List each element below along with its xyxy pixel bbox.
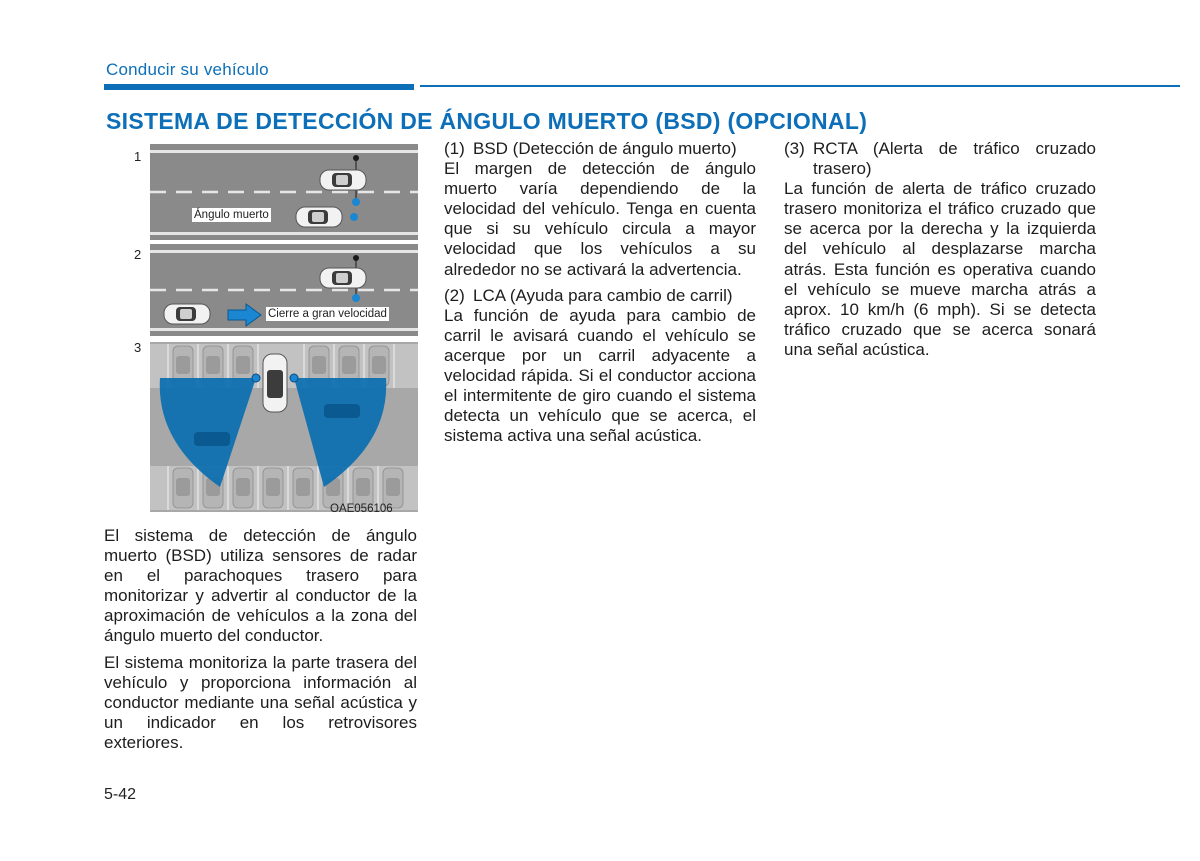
panel-number: 1: [134, 149, 142, 164]
header-rule-thin: [420, 85, 1180, 87]
vehicle-icon: [164, 304, 210, 324]
blind-spot-label: Ángulo muerto: [194, 209, 269, 221]
page-number: 5-42: [104, 786, 137, 803]
vehicle-icon: [320, 170, 366, 190]
right-column: [784, 139, 1096, 360]
intro-column: [104, 526, 417, 753]
intro-paragraph: El sistema de detección de ángulo muerto (BSD) utiliza sensores de radar en el parachoques trasero para monitorizar y advertir al conductor de la aproximación de vehículos a la zona del ángulo muerto del conductor.: [104, 526, 417, 646]
page-title: SISTEMA DE DETECCIÓN DE ÁNGULO MUERTO (BSD) (OPCIONAL): [106, 108, 868, 134]
item-number: (1): [444, 139, 465, 158]
bsd-illustration: [128, 142, 418, 522]
high-speed-label: Cierre a gran velocidad: [268, 308, 387, 320]
item-number: (2): [444, 285, 465, 305]
figure-code: OAE056106: [330, 503, 393, 515]
vehicle-icon: [296, 207, 342, 227]
vehicle-icon: [320, 268, 366, 288]
panel-3-parking: [150, 342, 418, 512]
list-item: [784, 139, 1096, 360]
list-item: [444, 139, 756, 280]
item-heading: LCA (Ayuda para cambio de carril): [473, 285, 733, 305]
panel-1-road: [150, 144, 418, 240]
item-body: El margen de detección de ángulo muerto varía dependiendo de la velocidad del vehículo. Tenga en cuenta que si su vehículo circula a mayor velocidad que los vehículos a su alrededor no se activará la advertencia.: [444, 159, 756, 279]
item-body: La función de alerta de tráfico cruzado trasero monitoriza el tráfico cruzado que se acerca por la derecha y la izquierda del vehículo al desplazarse marcha atrás. Esta función es operativa cuando el vehículo se mueve marcha atrás a aprox. 10 km/h (6 mph). Si se detecta tráfico cruzado que se acerca sonará una señal acústica.: [784, 179, 1096, 359]
item-heading: BSD (Detección de ángulo muerto): [473, 139, 737, 158]
item-heading: RCTA (Alerta de tráfico cruzado trasero): [813, 139, 1096, 179]
item-number: (3): [784, 139, 805, 158]
panel-number: 3: [134, 340, 142, 355]
item-body: La función de ayuda para cambio de carril le avisará cuando el vehículo se acerque por un carril adyacente a velocidad rápida. Si el conductor acciona el intermitente de giro cuando el sistema detecta un vehículo que se acerca, el sistema activa una señal acústica.: [444, 305, 756, 446]
middle-column: [444, 139, 756, 446]
intro-paragraph: El sistema monitoriza la parte trasera del vehículo y proporciona información al conductor mediante una señal acústica y un indicador en los retrovisores exteriores.: [104, 652, 417, 752]
section-header: Conducir su vehículo: [106, 60, 269, 79]
bsd-illustration-graphic: [128, 142, 418, 522]
header-rule-thick: [104, 84, 414, 90]
list-item: [444, 286, 756, 447]
panel-number: 2: [134, 247, 142, 262]
panel-2-road: [150, 244, 418, 336]
